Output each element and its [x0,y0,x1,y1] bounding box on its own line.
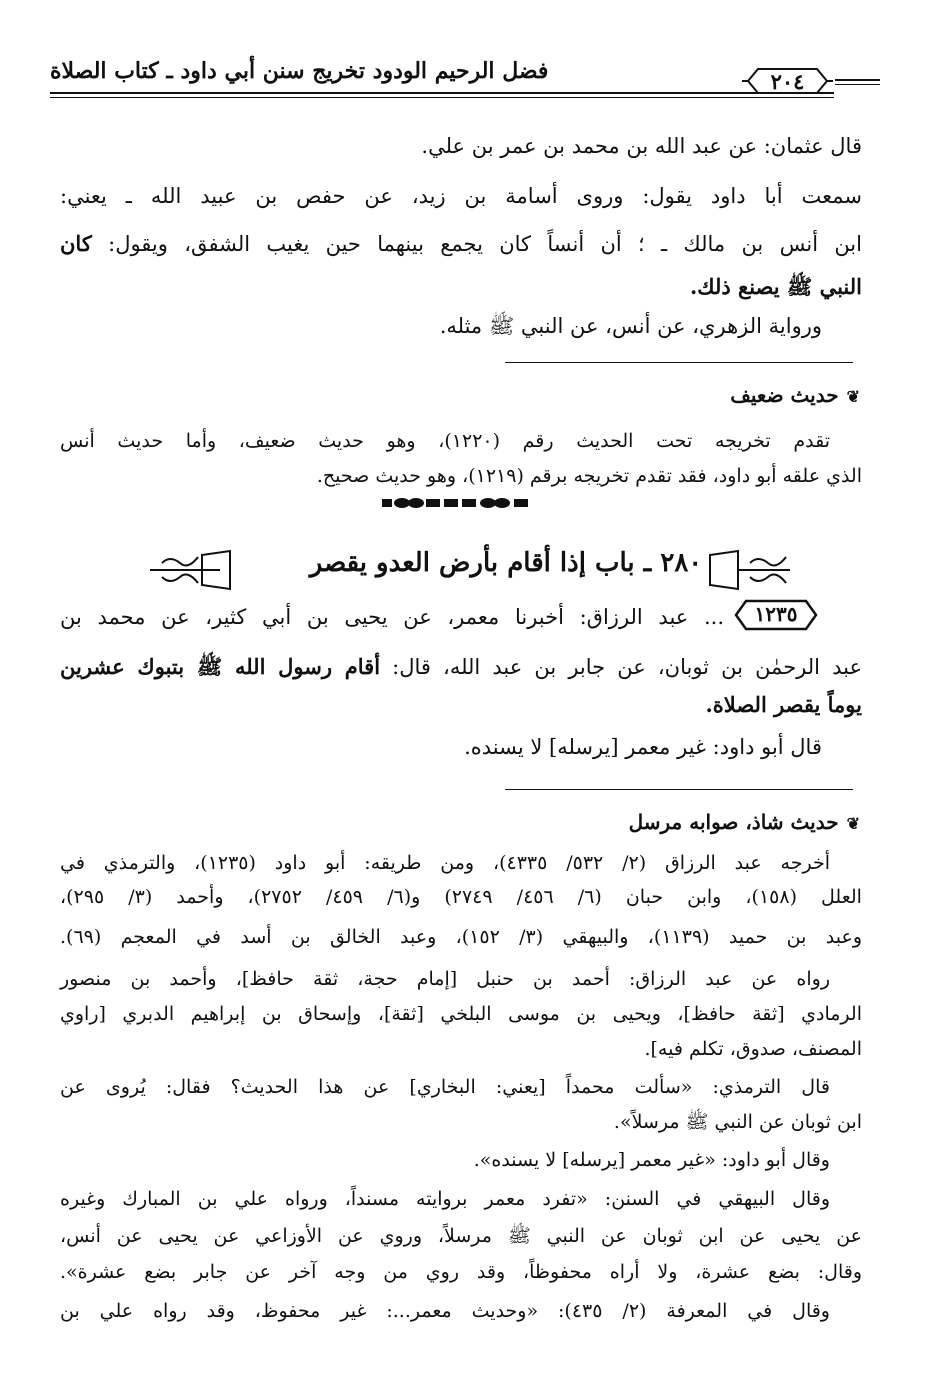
text-line: الرمادي [ثقة حافظ]، ويحيى بن موسى البلخي [ثقة]، وإسحاق بن إبراهيم الدبري [راوي [60,1003,862,1025]
hadith-number-badge [730,598,822,632]
text-line: عن يحيى عن ابن ثوبان عن النبي ﷺ مرسلاً، وروي عن الأوزاعي عن يحيى عن أنس، [60,1225,862,1247]
bold-span: أقام رسول الله ﷺ بتبوك عشرين [60,654,381,679]
grade-title: حديث شاذ، صوابه مرسل [628,810,839,834]
chapter-title: ٢٨٠ ـ باب إذا أقام بأرض العدو يقصر [309,548,703,578]
text-line: العلل (١٥٨)، وابن حبان (٦/ ٤٥٦/ ٢٧٤٩) و(٦/ ٤٥٩/ ٢٧٥٢)، وأحمد (٣/ ٢٩٥)، [60,886,862,908]
text-line: تقدم تخريجه تحت الحديث رقم (١٢٢٠)، وهو حديث ضعيف، وأما حديث أنس [60,430,830,452]
header-rule [50,92,834,94]
text-line: وقال: بضع عشرة، ولا أراه محفوظاً، وقد روي من وجه آخر عن جابر بضع عشرة». [60,1261,862,1283]
text-span: ابن أنس بن مالك ـ ؛ أن أنساً كان يجمع بينهما حين يغيب الشفق، ويقول: [108,232,862,256]
header-rule-thin [50,97,834,98]
text-line: وقال في المعرفة (٢/ ٤٣٥): «وحديث معمر...: غير محفوظ، وقد رواه علي بن [60,1300,830,1322]
text-line: وقال البيهقي في السنن: «تفرد معمر بروايته مسنداً، ورواه علي بن المبارك وغيره [60,1188,830,1210]
page-number: ٢٠٤ [770,69,805,94]
text-line: سمعت أبا داود يقول: وروى أسامة بن زيد، عن حفص بن عبيد الله ـ يعني: [60,184,862,208]
text-line: ... عبد الرزاق: أخبرنا معمر، عن يحيى بن أبي كثير، عن محمد بن [60,605,724,629]
bullet-icon: ❦ [846,814,860,833]
text-span: عبد الرحمٰن بن ثوبان، عن جابر بن عبد الله، قال: [392,655,862,679]
text-line [60,233,862,255]
ornament-divider-icon [380,496,540,510]
grade-heading [730,383,860,407]
grade-heading [629,810,860,834]
text-line: ورواية الزهري، عن أنس، عن النبي ﷺ مثله. [439,314,822,338]
text-line: قال عثمان: عن عبد الله بن محمد بن عمر بن علي. [421,134,862,158]
section-divider [505,362,853,363]
text-line: ابن ثوبان عن النبي ﷺ مرسلاً». [613,1111,862,1133]
hadith-number: ١٢٣٥ [754,602,798,626]
bold-span: كان [60,231,92,256]
text-line: المصنف، صدوق، تكلم فيه]. [644,1038,862,1060]
page-number-badge [740,66,835,96]
bullet-icon: ❦ [846,387,860,406]
badge-rule [835,79,880,81]
text-line: وعبد بن حميد (١١٣٩)، والبيهقي (٣/ ١٥٢)، وعبد الخالق بن أسد في المعجم (٦٩). [60,926,862,948]
text-line: أخرجه عبد الرزاق (٢/ ٥٣٢/ ٤٣٣٥)، ومن طريقه: أبو داود (١٢٣٥)، والترمذي في [60,852,830,874]
text-line [60,656,862,678]
text-line: قال الترمذي: «سألت محمداً [يعني: البخاري] عن هذا الحديث؟ فقال: يُروى عن [60,1076,830,1098]
grade-title: حديث ضعيف [730,383,839,407]
text-line: الذي علقه أبو داود، فقد تقدم تخريجه برقم (١٢١٩)، وهو حديث صحيح. [316,465,862,487]
text-line: رواه عن عبد الرزاق: أحمد بن حنبل [إمام حجة، ثقة حافظ]، وأحمد بن منصور [60,968,830,990]
text-line-bold: النبي ﷺ يصنع ذلك. [689,274,862,299]
text-line: وقال أبو داود: «غير معمر [يرسله] لا يسنده». [473,1149,830,1171]
badge-rule-thin [835,84,880,85]
text-line-bold: يوماً يقصر الصلاة. [705,692,862,717]
running-header-title: فضل الرحيم الودود تخريج سنن أبي داود ـ كتاب الصلاة [50,58,549,84]
text-line: قال أبو داود: غير معمر [يرسله] لا يسنده. [464,735,822,759]
section-divider [505,789,853,790]
